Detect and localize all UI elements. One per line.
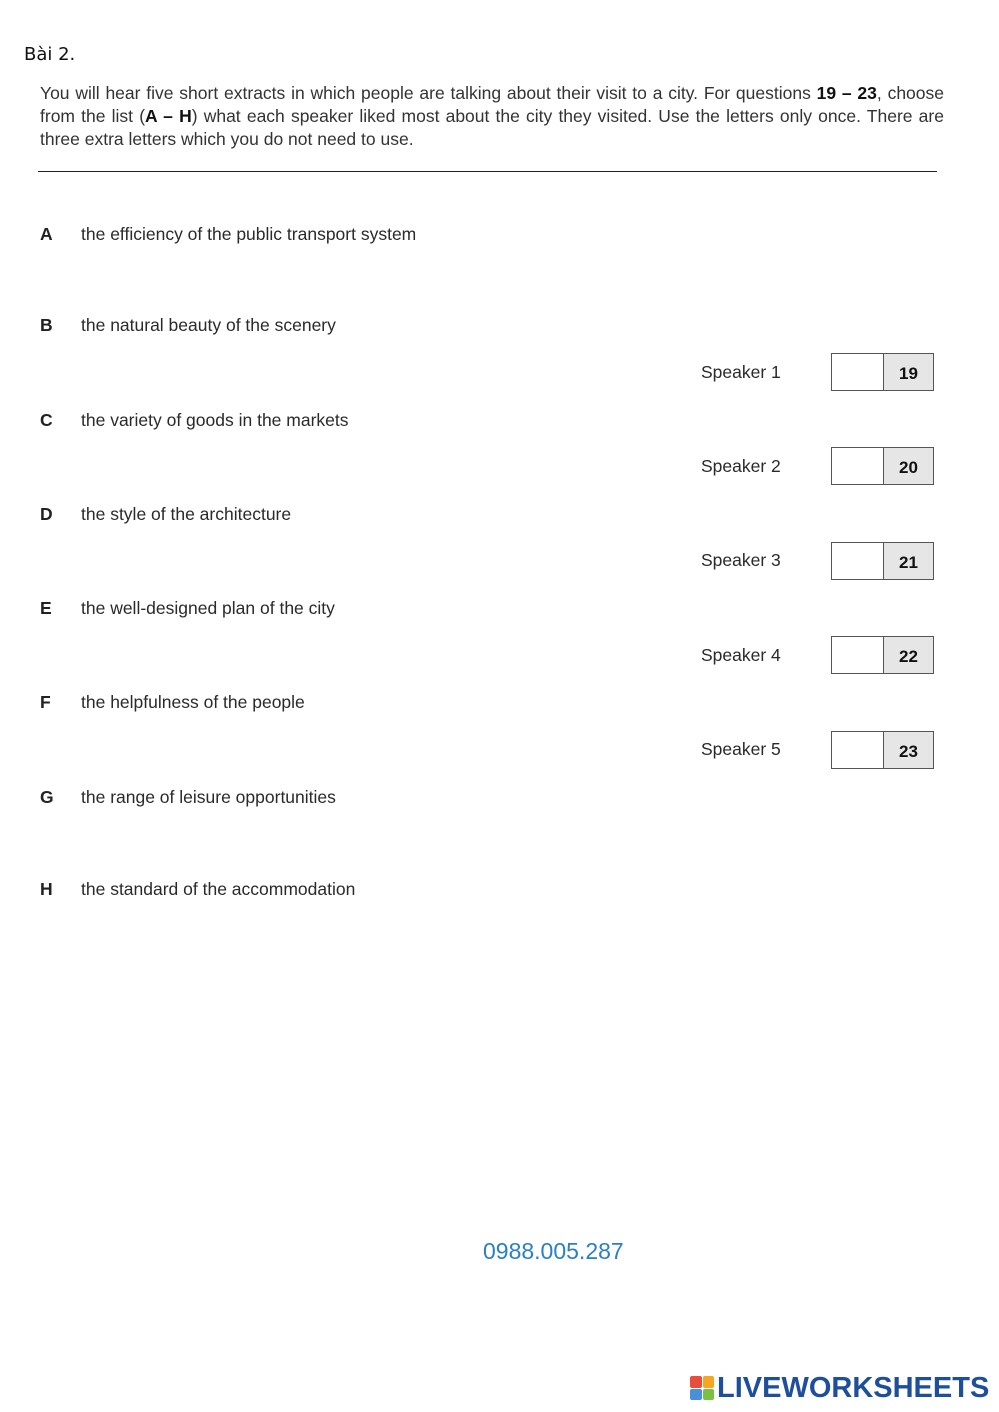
speaker-1-answer-box — [831, 353, 934, 391]
speaker-3-answer-input[interactable] — [832, 543, 884, 579]
speaker-2-answer-box — [831, 447, 934, 485]
option-letter: G — [40, 787, 54, 807]
question-range: 19 – 23 — [816, 83, 877, 103]
option-text: the efficiency of the public transport system — [81, 224, 417, 244]
speaker-2-label: Speaker 2 — [701, 456, 781, 476]
option-text: the variety of goods in the markets — [81, 410, 349, 430]
option-text: the standard of the accommodation — [81, 879, 356, 899]
liveworksheets-logo — [690, 1372, 989, 1404]
question-number: 22 — [884, 637, 933, 673]
option-text: the range of leisure opportunities — [81, 787, 336, 807]
logo-square — [703, 1389, 715, 1401]
option-text: the helpfulness of the people — [81, 692, 305, 712]
option-letter: H — [40, 879, 53, 899]
instructions-text: ) what each speaker liked most about the city they visited. Use the letters only once. There are three extra letters which you do not need to use. — [40, 106, 944, 149]
speaker-5-answer-input[interactable] — [832, 732, 884, 768]
speaker-1-label: Speaker 1 — [701, 362, 781, 382]
option-letter: C — [40, 410, 53, 430]
speaker-2-answer-input[interactable] — [832, 448, 884, 484]
option-letter: B — [40, 315, 53, 335]
letter-range: A – H — [145, 106, 192, 126]
speaker-3-answer-box — [831, 542, 934, 580]
instructions — [40, 82, 944, 151]
option-letter: A — [40, 224, 53, 244]
phone-number: 0988.005.287 — [483, 1238, 624, 1264]
speaker-4-answer-input[interactable] — [832, 637, 884, 673]
logo-square — [690, 1376, 702, 1388]
option-letter: F — [40, 692, 51, 712]
speaker-4-label: Speaker 4 — [701, 645, 781, 665]
instructions-text: , choose from the list ( — [40, 83, 945, 126]
divider-line — [38, 171, 937, 172]
logo-square — [690, 1389, 702, 1401]
question-number: 20 — [884, 448, 933, 484]
option-text: the style of the architecture — [81, 504, 292, 524]
logo-text: LIVEWORKSHEETS — [717, 1371, 990, 1404]
instructions-text: You will hear five short extracts in which people are talking about their visit to a city. For questions — [40, 83, 817, 103]
option-text: the well-designed plan of the city — [81, 598, 335, 618]
question-number: 21 — [884, 543, 933, 579]
speaker-5-answer-box — [831, 731, 934, 769]
speaker-4-answer-box — [831, 636, 934, 674]
exercise-title: Bài 2. — [24, 44, 76, 65]
speaker-3-label: Speaker 3 — [701, 550, 781, 570]
liveworksheets-logo-icon — [690, 1376, 714, 1400]
option-text: the natural beauty of the scenery — [81, 315, 336, 335]
option-letter: D — [40, 504, 53, 524]
speaker-1-answer-input[interactable] — [832, 354, 884, 390]
speaker-5-label: Speaker 5 — [701, 739, 781, 759]
question-number: 19 — [884, 354, 933, 390]
question-number: 23 — [884, 732, 933, 768]
option-letter: E — [40, 598, 52, 618]
logo-square — [703, 1376, 715, 1388]
